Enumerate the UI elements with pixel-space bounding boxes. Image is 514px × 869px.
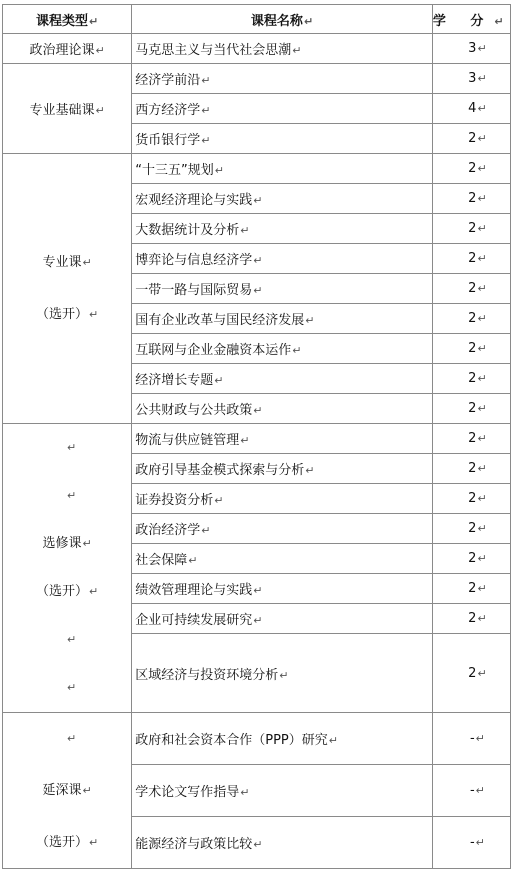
credit-cell: 2↵ <box>432 394 510 424</box>
course-name-cell: 政府和社会资本合作（PPP）研究↵ <box>132 713 433 765</box>
course-name-cell: 企业可持续发展研究↵ <box>132 604 433 634</box>
credit-cell: 2↵ <box>432 454 510 484</box>
course-name-cell: 大数据统计及分析↵ <box>132 214 433 244</box>
course-name-cell: 物流与供应链管理↵ <box>132 424 433 454</box>
course-name-cell: 社会保障↵ <box>132 544 433 574</box>
course-name-cell: 博弈论与信息经济学↵ <box>132 244 433 274</box>
course-name-cell: 互联网与企业金融资本运作↵ <box>132 334 433 364</box>
credit-cell: 2↵ <box>432 424 510 454</box>
credit-cell: 2↵ <box>432 214 510 244</box>
credit-cell: 2↵ <box>432 514 510 544</box>
credit-cell: 2↵ <box>432 334 510 364</box>
course-name-cell: 政府引导基金模式探索与分析↵ <box>132 454 433 484</box>
credit-cell: -↵ <box>432 713 510 765</box>
header-credit: 学 分↵ <box>432 5 510 34</box>
credit-cell: 2↵ <box>432 484 510 514</box>
header-course-type: 课程类型↵ <box>3 5 132 34</box>
course-name-cell: 货币银行学↵ <box>132 124 433 154</box>
credit-cell: 2↵ <box>432 604 510 634</box>
credit-cell: 2↵ <box>432 304 510 334</box>
credit-cell: -↵ <box>432 817 510 869</box>
course-name-cell: 区域经济与投资环境分析↵ <box>132 634 433 713</box>
credit-cell: 2↵ <box>432 154 510 184</box>
table-row <box>3 154 511 184</box>
type-cell-elective: ↵ ↵ 选修课↵ （选开）↵ ↵ ↵ <box>3 424 132 713</box>
course-name-cell: 政治经济学↵ <box>132 514 433 544</box>
credit-cell: 2↵ <box>432 364 510 394</box>
course-name-cell: 绩效管理理论与实践↵ <box>132 574 433 604</box>
credit-cell: 2↵ <box>432 124 510 154</box>
table-row <box>3 424 511 454</box>
credit-cell: 2↵ <box>432 274 510 304</box>
credit-cell: 2↵ <box>432 574 510 604</box>
credit-cell: -↵ <box>432 765 510 817</box>
credit-cell: 2↵ <box>432 184 510 214</box>
course-table <box>2 4 514 869</box>
course-name-cell: 经济增长专题↵ <box>132 364 433 394</box>
credit-cell: 2↵ <box>432 544 510 574</box>
course-name-cell: 西方经济学↵ <box>132 94 433 124</box>
header-course-name: 课程名称↵ <box>132 5 433 34</box>
course-name-cell: 经济学前沿↵ <box>132 64 433 94</box>
header-row <box>3 5 511 34</box>
course-name-cell: 学术论文写作指导↵ <box>132 765 433 817</box>
table-row <box>3 713 511 765</box>
credit-cell: 3↵ <box>432 64 510 94</box>
credit-cell: 4↵ <box>432 94 510 124</box>
type-cell-extension: ↵ 延深课↵ （选开）↵ <box>3 713 132 869</box>
course-name-cell: 能源经济与政策比较↵ <box>132 817 433 869</box>
credit-cell: 2↵ <box>432 244 510 274</box>
table-row <box>3 64 511 94</box>
course-name-cell: 马克思主义与当代社会思潮↵ <box>132 34 433 64</box>
type-cell-major: 专业课↵ （选开）↵ <box>3 154 132 424</box>
table-row <box>3 34 511 64</box>
course-name-cell: 一带一路与国际贸易↵ <box>132 274 433 304</box>
course-name-cell: 证券投资分析↵ <box>132 484 433 514</box>
course-name-cell: 公共财政与公共政策↵ <box>132 394 433 424</box>
type-cell-politics: 政治理论课↵ <box>3 34 132 64</box>
course-name-cell: 国有企业改革与国民经济发展↵ <box>132 304 433 334</box>
course-name-cell: “十三五”规划↵ <box>132 154 433 184</box>
course-name-cell: 宏观经济理论与实践↵ <box>132 184 433 214</box>
credit-cell: 3↵ <box>432 34 510 64</box>
credit-cell: 2↵ <box>432 634 510 713</box>
type-cell-foundation: 专业基础课↵ <box>3 64 132 154</box>
